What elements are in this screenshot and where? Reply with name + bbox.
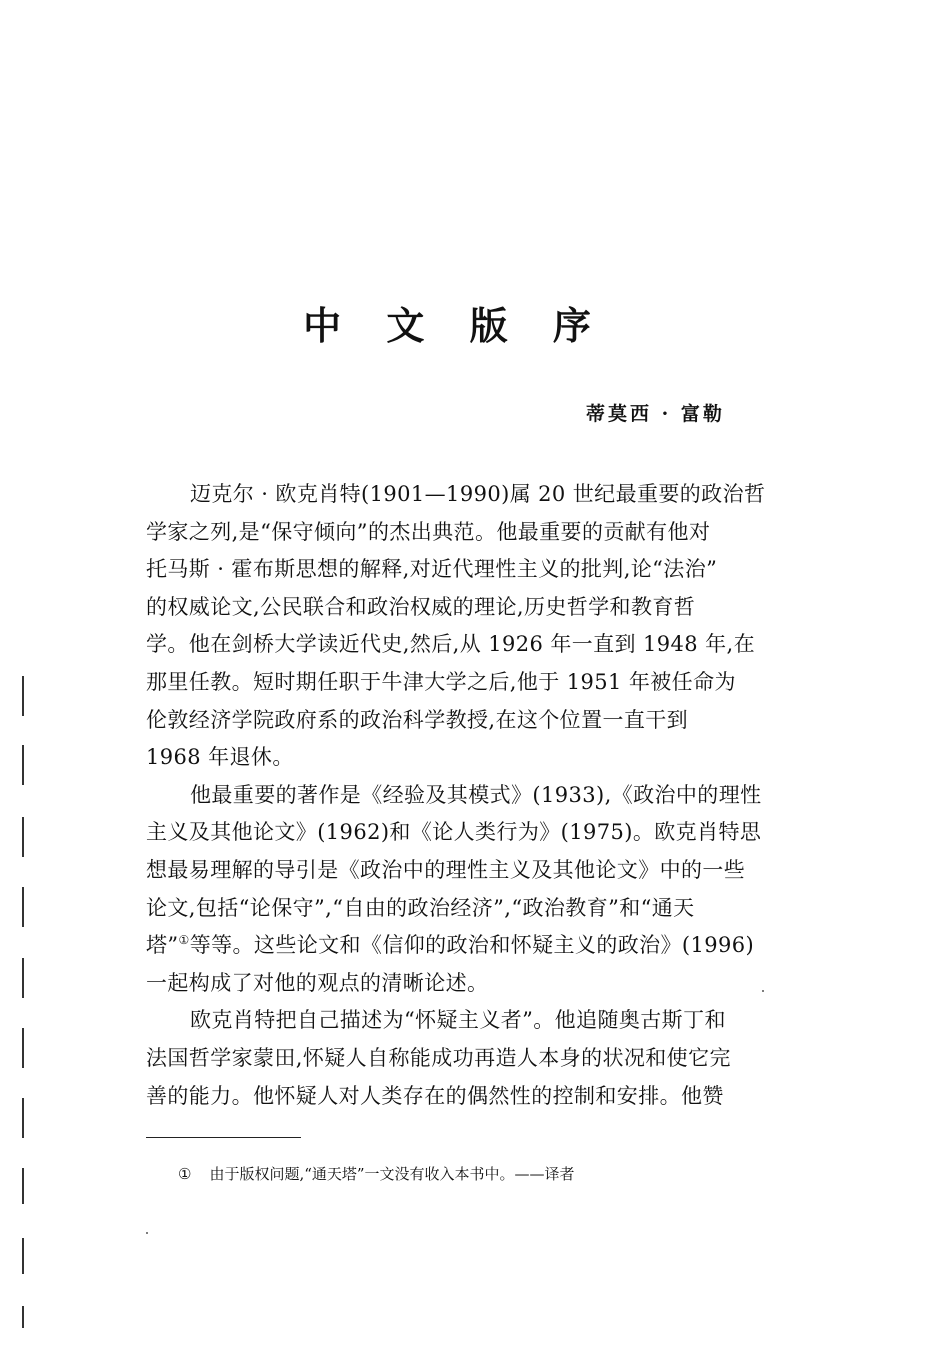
scan-margin-mark	[22, 1028, 24, 1068]
text-line: 主义及其他论文》(1962)和《论人类行为》(1975)。欧克肖特思	[146, 820, 762, 845]
scan-margin-mark	[22, 1238, 24, 1274]
scan-margin-mark	[22, 887, 24, 927]
text-line: 托马斯 · 霍布斯思想的解释,对近代理性主义的批判,论“法治”	[146, 557, 718, 582]
scan-margin-mark	[22, 1098, 24, 1138]
text-line: 论文,包括“论保守”,“自由的政治经济”,“政治教育”和“通天	[146, 895, 695, 920]
scan-speck	[762, 990, 764, 992]
text-line: 欧克肖特把自己描述为“怀疑主义者”。他追随奥古斯丁和	[190, 1008, 726, 1033]
footnote-mark: ①	[178, 1165, 192, 1183]
scan-speck	[146, 1232, 148, 1234]
text-line	[146, 927, 774, 965]
paragraph-2	[146, 777, 774, 1003]
scan-margin-mark	[22, 1306, 24, 1328]
text-line: 法国哲学家蒙田,怀疑人自称能成功再造人本身的状况和使它完	[146, 1045, 731, 1070]
scan-margin-mark	[22, 958, 24, 998]
text-line: 学家之列,是“保守倾向”的杰出典范。他最重要的贡献有他对	[146, 519, 711, 544]
text-line: 善的能力。他怀疑人对人类存在的偶然性的控制和安排。他赞	[146, 1083, 724, 1108]
scan-margin-mark	[22, 676, 24, 716]
footnote	[178, 1162, 575, 1186]
text-line: 想最易理解的导引是《政治中的理性主义及其他论文》中的一些	[146, 857, 746, 882]
preface-body	[146, 476, 774, 1115]
footnote-text: 由于版权问题,“通天塔”一文没有收入本书中。——译者	[209, 1165, 575, 1183]
scan-margin-mark	[22, 745, 24, 785]
text-line: 学。他在剑桥大学读近代史,然后,从 1926 年一直到 1948 年,在	[146, 632, 756, 657]
text-line: 1968 年退休。	[146, 745, 294, 770]
text-line: 伦敦经济学院政府系的政治科学教授,在这个位置一直干到	[146, 707, 689, 732]
text-line: 他最重要的著作是《经验及其模式》(1933),《政治中的理性	[190, 782, 762, 807]
scan-margin-mark	[22, 817, 24, 857]
page-title: 中 文 版 序	[303, 303, 607, 349]
scan-margin-mark	[22, 1168, 24, 1204]
text-line: 迈克尔 · 欧克肖特(1901—1990)属 20 世纪最重要的政治哲	[190, 482, 766, 506]
author-name: 蒂莫西 · 富勒	[586, 403, 725, 425]
paragraph-1	[146, 476, 774, 777]
text-segment: 塔”	[146, 933, 179, 958]
text-segment: 等等。这些论文和《信仰的政治和怀疑主义的政治》(1996)	[189, 933, 755, 958]
text-line: 那里任教。短时期任职于牛津大学之后,他于 1951 年被任命为	[146, 669, 736, 694]
footnote-reference[interactable]: ①	[178, 933, 190, 948]
text-line: 的权威论文,公民联合和政治权威的理论,历史哲学和教育哲	[146, 594, 696, 619]
text-line: 一起构成了对他的观点的清晰论述。	[146, 970, 489, 995]
paragraph-3	[146, 1002, 774, 1115]
footnote-divider	[146, 1137, 301, 1138]
